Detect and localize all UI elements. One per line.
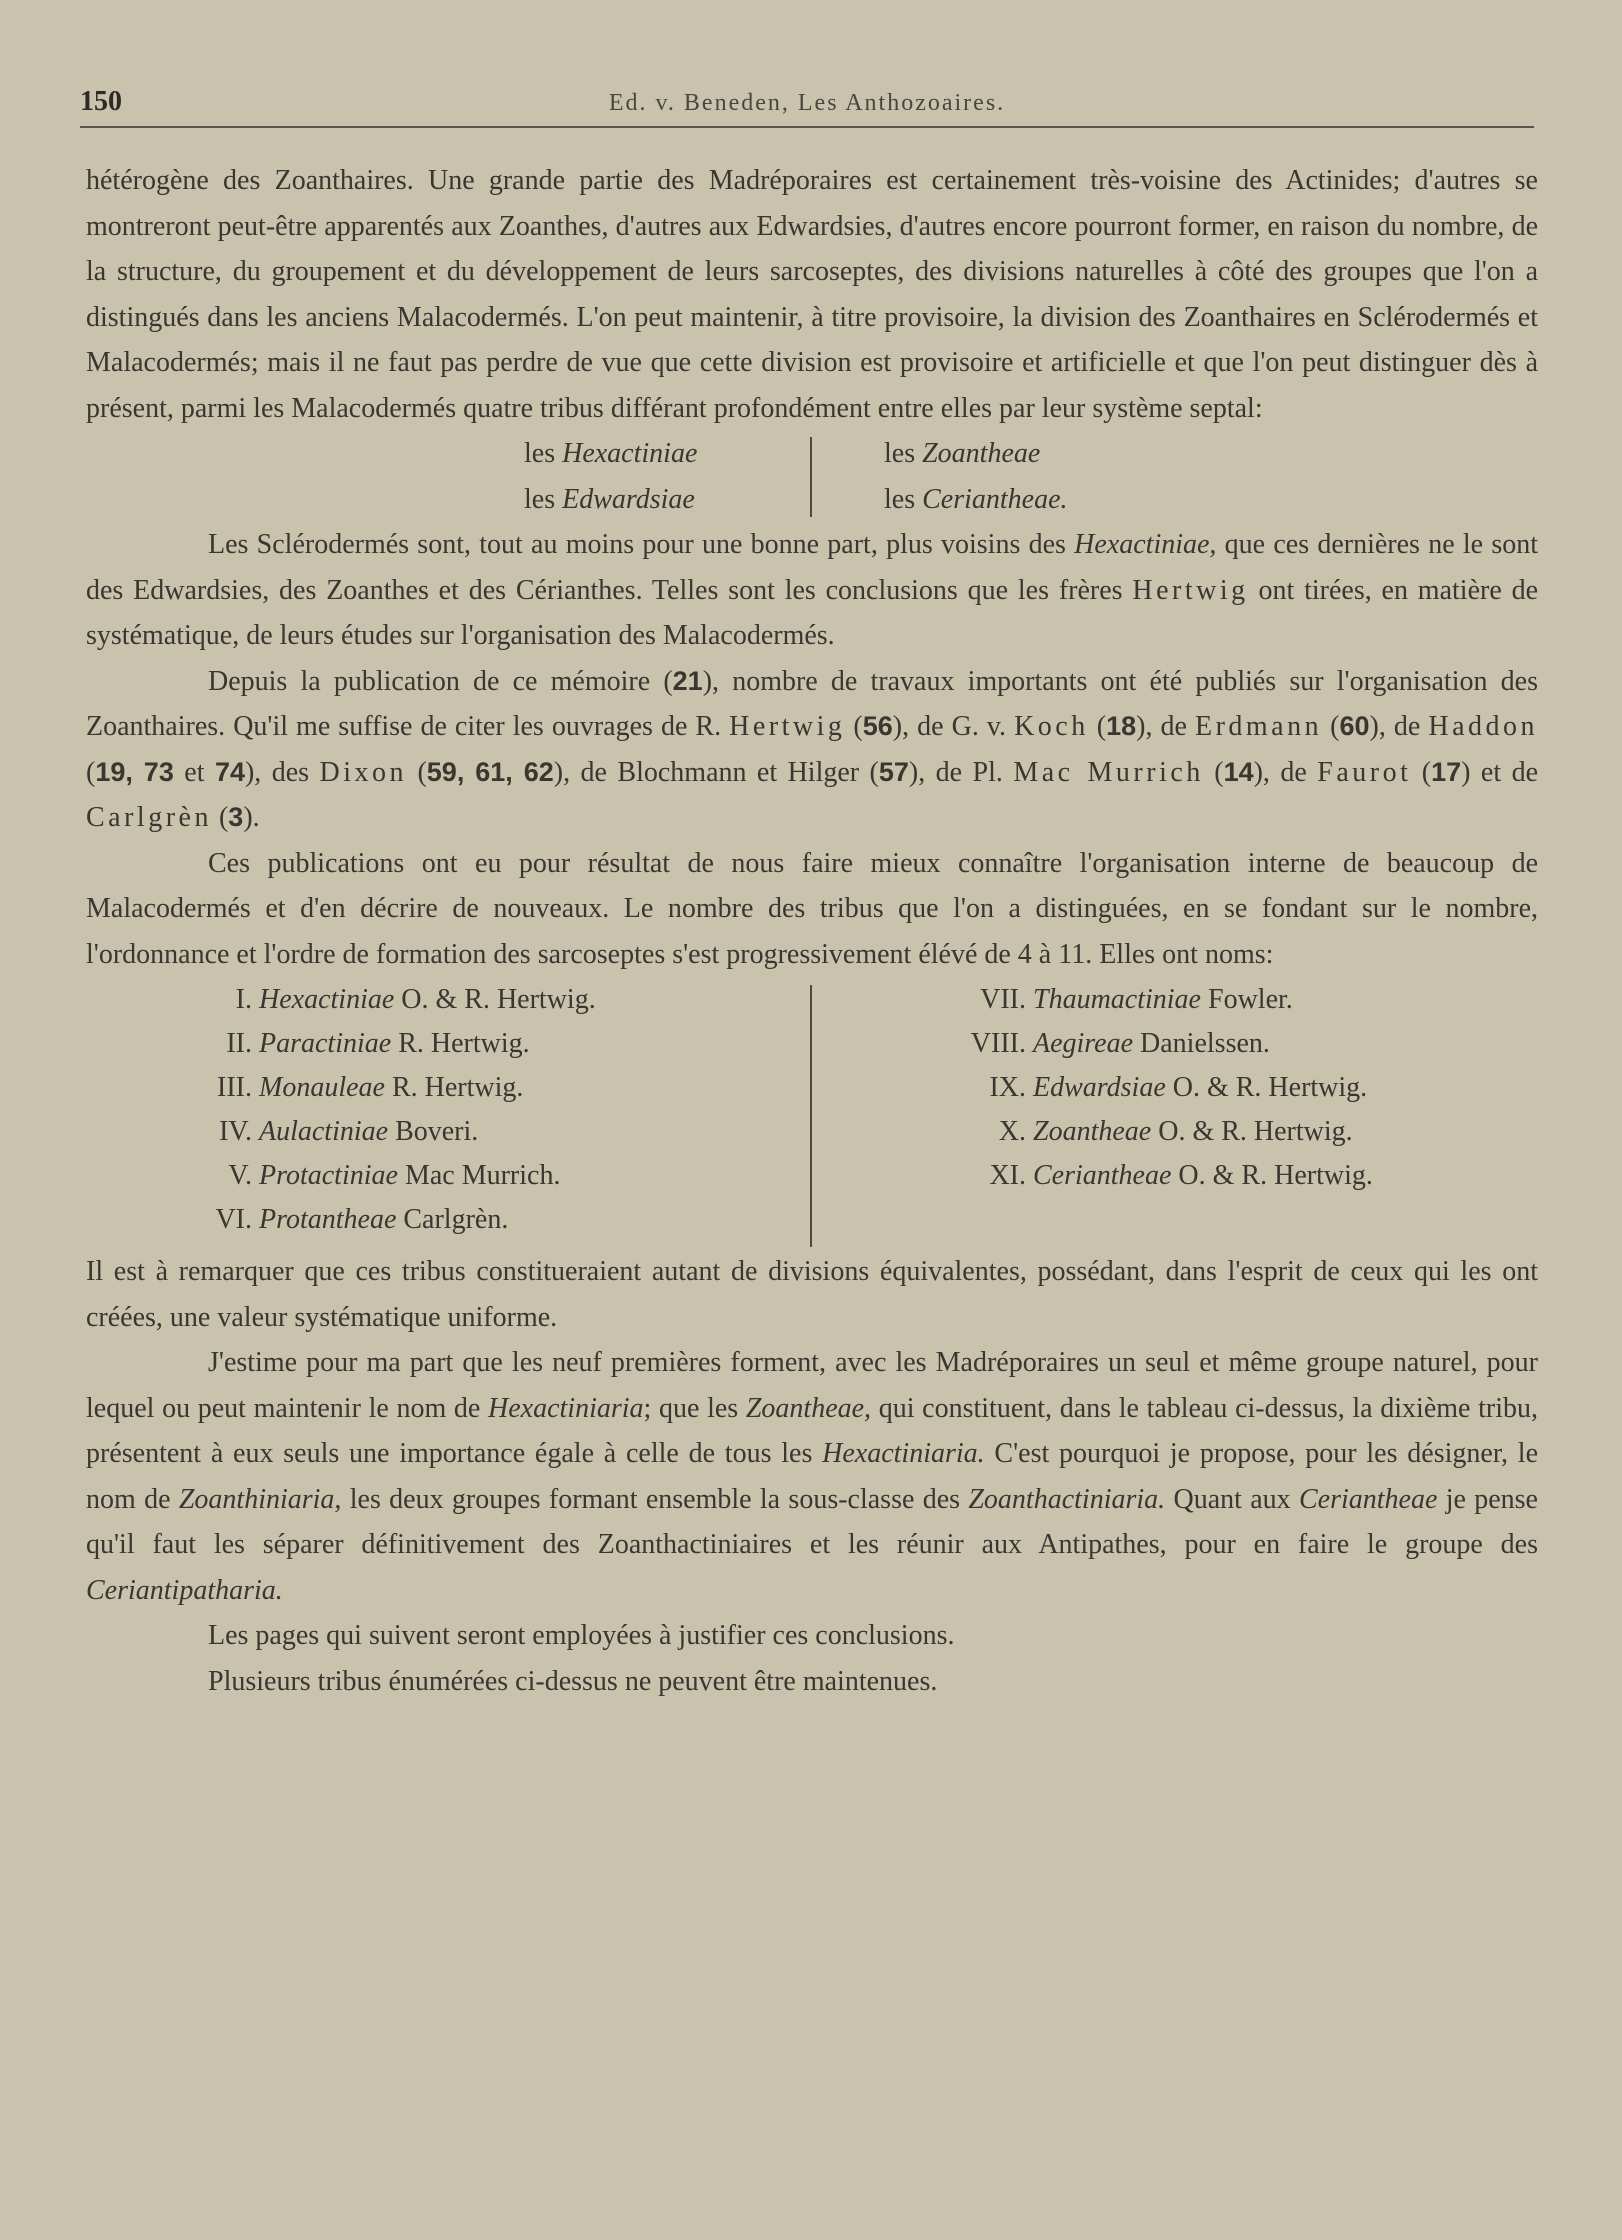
text-run: ), nombre de travaux importants ont été publiés sur l'organisation des Zoanthaires. Qu'il me suffise de citer les ouvrages de R. (86, 665, 1538, 742)
paragraph-text: Les pages qui suivent seront employées à justifier ces conclusions. (208, 1620, 955, 1651)
paragraph-1 (86, 158, 1538, 431)
paragraph-6 (86, 1340, 1538, 1613)
text-run: qui constituent, dans le tableau ci-dessus, la dixième tribu, présentent à eux seuls une importance égale à celle de tous les (86, 1392, 1539, 1469)
tribe-prefix: les (884, 438, 916, 469)
tribe-row (876, 1065, 1476, 1109)
tribe-row (876, 977, 1476, 1021)
tribe-name: Hexactiniae (562, 438, 698, 469)
tribe-name: Hexactiniae (259, 984, 395, 1015)
author-name: Carlgrèn (86, 802, 212, 833)
text-run: ( (859, 756, 879, 788)
tribe-row (86, 1153, 686, 1197)
tribe-prefix: les (884, 483, 916, 515)
text-run: ), de G. v. (892, 711, 1015, 742)
paragraph-8 (86, 1659, 1538, 1705)
text-run: ( (1203, 756, 1224, 788)
tribe-author: O. & R. Hertwig. (1172, 1072, 1368, 1103)
text-run: ont tirées, en matière de systématique, de leurs études sur l'organisation des Malacodermés. (86, 574, 1538, 651)
tribe-name: Aegireae (1033, 1028, 1134, 1059)
reference-number: 59, 61, 62 (426, 756, 554, 787)
taxon-name: Ceriantipatharia. (86, 1574, 283, 1606)
text-run: ), des (244, 756, 320, 788)
eleven-tribes-table (86, 977, 1538, 1249)
tribe-author: Carlgrèn. (403, 1204, 509, 1235)
taxon-name: Ceriantheae (1298, 1483, 1438, 1515)
text-run: C'est pourquoi je propose, pour les désigner, le nom de (86, 1438, 1538, 1515)
column-divider (810, 437, 812, 517)
tribe-author: Danielssen. (1140, 1028, 1270, 1059)
text-run: ), de (1136, 711, 1195, 742)
tribe-number: V. (228, 1160, 252, 1191)
text-run: je pense qu'il faut les séparer définitivement des Zoanthactiniaires et les réunir aux Antipathes, pour en faire le groupe des (86, 1483, 1538, 1560)
paragraph-text: Ces publications ont eu pour résultat de nous faire mieux connaître l'organisation interne de beaucoup de Malacodermés et d'en décrire de nouveaux. Le nombre des tribus que l'on a distinguées, en se fondant sur le nombre, l'ordonnance et l'ordre de formation des sarcoseptes s'est progressivement élévé de 4 à 11. Elles ont noms: (86, 847, 1538, 970)
paragraph-text: Plusieurs tribus énumérées ci-dessus ne peuvent être maintenues. (208, 1665, 938, 1697)
taxon-name: Zoanthactiniaria. (968, 1483, 1166, 1515)
reference-number: 14 (1223, 756, 1254, 787)
tribes-left-column (86, 977, 686, 1241)
author-name: Mac Murrich (1013, 756, 1204, 788)
tribe-prefix: les (524, 438, 556, 469)
paragraph-2 (86, 522, 1538, 659)
tribe-name: Edwardsiae (1033, 1072, 1166, 1103)
taxon-name: Hexactiniae, (1074, 529, 1217, 560)
tribe-number: XI. (989, 1160, 1026, 1191)
tribe-row (86, 1197, 686, 1241)
author-name: Dixon (319, 756, 408, 788)
taxon-name: Zoanthiniaria, (178, 1483, 342, 1515)
tribe-author: R. Hertwig. (391, 1072, 524, 1103)
taxon-name: Zoantheae, (745, 1392, 872, 1424)
tribe-row (876, 1153, 1476, 1197)
tribe-author: O. & R. Hertwig. (1178, 1160, 1373, 1191)
text-run: que ces dernières ne le sont des Edwardsies, des Zoanthes et des Cérianthes. Telles sont les conclusions que les frères (86, 529, 1538, 606)
paragraph-3 (86, 659, 1538, 841)
tribe-name: Ceriantheae (1033, 1160, 1172, 1191)
tribe-prefix: les (524, 483, 556, 515)
tribe-name: Zoantheae (922, 438, 1041, 469)
author-name: Erdmann (1194, 711, 1323, 742)
tribe-row (876, 1021, 1476, 1065)
tribe-author: O. & R. Hertwig. (401, 984, 596, 1015)
tribe-number: X. (998, 1116, 1026, 1147)
taxon-name: Hexactiniaria. (822, 1438, 985, 1469)
text-run: ( (1088, 711, 1107, 742)
reference-number: 21 (672, 665, 703, 696)
tribe-name: Paractiniae (259, 1028, 392, 1059)
tribe-name: Protactiniae (259, 1160, 398, 1191)
tribe-name: Zoantheae (1033, 1116, 1152, 1147)
tribe-number: III. (217, 1072, 252, 1103)
reference-number: 3 (228, 802, 244, 832)
reference-number: 57 (878, 756, 909, 787)
tribe-row (86, 1065, 686, 1109)
text-run: les deux groupes formant ensemble la sous-classe des (341, 1483, 969, 1515)
four-tribes-table (86, 431, 1538, 522)
text-run: Depuis la publication de ce mémoire ( (208, 665, 673, 697)
text-run: ), de (1253, 756, 1318, 788)
author-name: Blochmann et Hilger (617, 756, 860, 788)
text-run: J'estime pour ma part que les neuf premières forment, avec les Madréporaires un seul et même groupe naturel, pour lequel ou peut maintenir le nom de (86, 1347, 1538, 1424)
text-run: Quant aux (1165, 1483, 1299, 1515)
tribe-name: Aulactiniae (259, 1116, 389, 1147)
tribe-author: Fowler. (1208, 984, 1293, 1015)
text-run: ( (407, 756, 427, 788)
tribe-entry (524, 477, 697, 523)
tribe-author: Boveri. (395, 1116, 479, 1147)
tribe-name: Ceriantheae. (922, 483, 1068, 515)
taxon-name: Hexactiniaria (488, 1392, 644, 1424)
text-run: ) et de (1461, 756, 1539, 788)
page-number: 150 (80, 86, 122, 117)
text-run: ( (211, 802, 229, 833)
author-name: Haddon (1428, 711, 1538, 742)
tribe-name: Protantheae (259, 1204, 397, 1235)
tribe-author: Mac Murrich. (404, 1160, 561, 1191)
tribe-name: Thaumactiniae (1033, 984, 1201, 1015)
body-text (86, 158, 1538, 1704)
page-header (80, 86, 1534, 128)
author-name: Faurot (1317, 756, 1412, 788)
paragraph-text: hétérogène des Zoanthaires. Une grande partie des Madréporaires est certainement très-voisine des Actinides; d'autres se montreront peut-être apparentés aux Zoanthes, d'autres aux Edwardsies, d'autres encore pourront former, en raison du nombre, de la structure, du groupement et du développement de leurs sarcoseptes, des divisions naturelles à côté des groupes que l'on a distingués dans les anciens Malacodermés. L'on peut maintenir, à titre provisoire, la division des Zoanthaires en Sclérodermés et Malacodermés; mais il ne faut pas perdre de vue que cette division est provisoire et artificielle et que l'on peut distinguer dès à présent, parmi les Malacodermés quatre tribus différant profondément entre elles par leur système septal: (86, 165, 1538, 424)
text-run: ( (1322, 711, 1340, 742)
reference-number: 19, 73 (95, 756, 174, 787)
tribe-entry (524, 431, 697, 477)
tribe-number: VII. (980, 984, 1026, 1015)
tribe-row (86, 977, 686, 1021)
tribe-entry (884, 477, 1068, 523)
text-run: ( (845, 711, 863, 742)
paragraph-7 (86, 1613, 1538, 1659)
tribe-entry (884, 431, 1068, 477)
reference-number: 17 (1431, 756, 1462, 787)
tribe-author: R. Hertwig. (398, 1028, 530, 1059)
tribe-number: I. (235, 984, 252, 1015)
paragraph-5 (86, 1249, 1538, 1340)
four-tribes-right-column (884, 431, 1068, 522)
reference-number: 74 (214, 756, 245, 787)
running-title: Ed. v. Beneden, Les Anthozoaires. (608, 90, 1006, 116)
reference-number: 18 (1106, 711, 1137, 741)
text-run: Les Sclérodermés sont, tout au moins pour une bonne part, plus voisins des (208, 529, 1075, 560)
paragraph-text: Il est à remarquer que ces tribus constitueraient autant de divisions équivalentes, possédant, dans l'esprit de ceux qui les ont créées, une valeur systématique uniforme. (86, 1256, 1538, 1333)
column-divider (810, 985, 812, 1247)
author-name: Hertwig (1132, 574, 1249, 606)
text-run: ; que les (643, 1392, 746, 1424)
text-run: ), de (553, 756, 618, 788)
tribe-number: VIII. (970, 1028, 1026, 1059)
tribe-author: O. & R. Hertwig. (1158, 1116, 1353, 1147)
tribe-row (86, 1021, 686, 1065)
tribe-row (86, 1109, 686, 1153)
reference-number: 56 (862, 711, 893, 741)
text-run: ( (86, 756, 96, 788)
tribe-number: II. (226, 1028, 252, 1059)
tribes-right-column (876, 977, 1476, 1197)
tribe-number: IX. (989, 1072, 1026, 1103)
text-run: ), de Pl. (908, 756, 1014, 788)
tribe-name: Monauleae (259, 1072, 385, 1103)
text-run: ). (243, 802, 260, 833)
paragraph-4 (86, 841, 1538, 978)
tribe-row (876, 1109, 1476, 1153)
reference-number: 60 (1339, 711, 1370, 741)
text-run: ( (1411, 756, 1432, 788)
tribe-name: Edwardsiae (562, 483, 695, 515)
tribe-number: VI. (215, 1204, 252, 1235)
four-tribes-left-column (524, 431, 697, 522)
author-name: Hertwig (729, 711, 846, 742)
tribe-number: IV. (219, 1116, 252, 1147)
author-name: Koch (1014, 711, 1089, 742)
text-run: et (173, 756, 215, 788)
text-run: ), de (1369, 711, 1429, 742)
